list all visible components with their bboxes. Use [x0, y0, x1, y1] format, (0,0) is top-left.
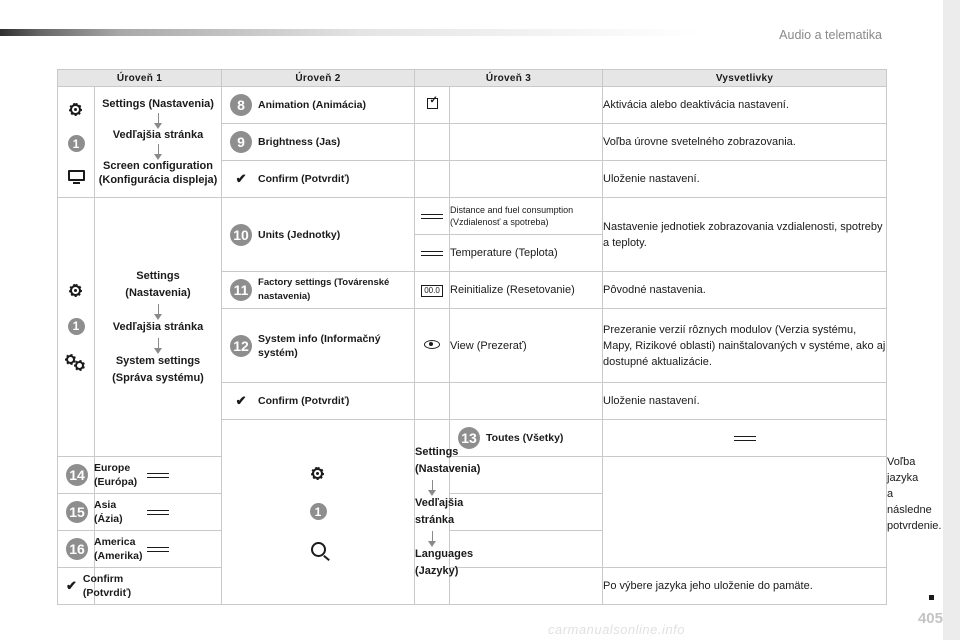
nav-step: Vedľajšia stránka: [415, 497, 464, 526]
item-number-badge: 15: [66, 501, 88, 523]
eye-icon: [424, 340, 440, 349]
nav-step: (Nastavenia): [415, 463, 481, 475]
level2-label: America (Amerika): [94, 536, 143, 562]
down-arrow-icon: [158, 304, 159, 316]
watermark: carmanualsonline.info: [548, 622, 685, 637]
down-arrow-icon: [158, 144, 159, 156]
table-row: [58, 198, 887, 235]
col-header-description: Vysvetlivky: [603, 70, 887, 87]
item-number-badge: 11: [230, 279, 252, 301]
level2-label: Confirm (Potvrdiť): [258, 395, 350, 407]
level2-cell: [222, 198, 415, 272]
option-bar-icon: [147, 510, 169, 515]
item-number-badge: 10: [230, 224, 252, 246]
level1-navigation: [95, 87, 222, 198]
level2-cell: [222, 161, 415, 198]
level3-icon-cell: [415, 198, 450, 235]
level2-label: Animation (Animácia): [258, 99, 366, 111]
table-header-row: [58, 70, 887, 87]
level2-label: Asia (Ázia): [94, 499, 123, 525]
description: Pôvodné nastavenia.: [603, 272, 887, 309]
level3-icon-cell: [415, 124, 450, 161]
level3-icon-cell: [603, 420, 887, 457]
level3-label: View (Prezerať): [450, 309, 603, 383]
nav-step: Vedľajšia stránka: [112, 129, 204, 141]
nav-step: Settings: [136, 269, 180, 282]
level2-cell: [222, 383, 415, 420]
level3-icon-cell: [415, 235, 450, 272]
level3-icon-cell: [415, 309, 450, 383]
page-number: 405: [917, 610, 943, 627]
col-header-level3: Úroveň 3: [415, 70, 603, 87]
option-bar-icon: [147, 547, 169, 552]
description: Aktivácia alebo deaktivácia nastavení.: [603, 87, 887, 124]
page-edge-strip: [943, 0, 960, 640]
description: Voľba úrovne svetelného zobrazovania.: [603, 124, 887, 161]
down-arrow-icon: [158, 113, 159, 125]
nav-step: Settings (Nastavenia): [102, 98, 214, 110]
settings-table: [57, 69, 942, 605]
level2-cell: [58, 568, 132, 605]
level2-label: Confirm (Potvrdiť): [82, 573, 132, 599]
item-number-badge: 8: [230, 94, 252, 116]
down-arrow-icon: [432, 531, 433, 543]
system-settings-gears-icon: [66, 355, 86, 371]
nav-step: System settings: [115, 354, 201, 367]
level2-cell: [222, 272, 415, 309]
description: Uloženie nastavení.: [603, 161, 887, 198]
level2-cell: [58, 457, 138, 494]
settings-gear-icon: [69, 103, 83, 117]
col-header-level1: Úroveň 1: [58, 70, 222, 87]
nav-step: (Správa systému): [112, 371, 204, 384]
level3-label: Reinitialize (Resetovanie): [450, 272, 603, 309]
option-bar-icon: [421, 251, 443, 256]
nav-step: Vedľajšia stránka: [112, 320, 204, 333]
description: Po výbere jazyka jeho uloženie do pamäte.: [603, 568, 887, 605]
option-bar-icon: [734, 436, 756, 441]
item-number-badge: 13: [458, 427, 480, 449]
level2-cell: [222, 124, 415, 161]
reset-counter-icon: 00.0: [421, 285, 443, 297]
level1-icons: [58, 87, 95, 198]
level3-text-cell: [450, 568, 603, 605]
nav-step: Settings: [415, 446, 459, 458]
nav-step: (Jazyky): [415, 565, 459, 577]
level2-cell: [58, 531, 143, 568]
level2-cell: [450, 420, 603, 457]
table-row: [58, 494, 887, 531]
level2-label: Brightness (Jas): [258, 136, 341, 148]
table-row: [58, 568, 887, 605]
nav-step: Screen configuration: [102, 160, 214, 172]
step-badge: 1: [68, 318, 85, 335]
step-badge: 1: [310, 503, 327, 520]
level3-text-cell: [450, 161, 603, 198]
down-arrow-icon: [432, 480, 433, 492]
level3-text-cell: [450, 124, 603, 161]
nav-step: Languages: [415, 548, 474, 560]
level3-text-cell: [450, 383, 603, 420]
level1-navigation: [95, 198, 222, 457]
language-search-icon: [311, 542, 326, 557]
checkmark-icon: ✔: [235, 393, 247, 408]
item-number-badge: 14: [66, 464, 88, 486]
level3-text-cell: [450, 494, 603, 531]
page-marker: [929, 595, 934, 600]
level2-label: Confirm (Potvrdiť): [258, 173, 350, 185]
level3-icon-cell: [415, 87, 450, 124]
level2-label: Units (Jednotky): [258, 228, 341, 241]
level2-cell: [222, 309, 415, 383]
checkmark-icon: ✔: [235, 171, 247, 186]
level2-label: System info (Informačný systém): [258, 332, 381, 359]
level3-label: Distance and fuel consumption (Vzdialenosť a spotreba): [450, 198, 603, 235]
option-bar-icon: [421, 214, 443, 219]
level3-icon-cell: [415, 272, 450, 309]
nav-step: (Nastavenia): [125, 286, 191, 299]
option-bar-icon: [147, 473, 169, 478]
level2-label: Toutes (Všetky): [486, 432, 564, 444]
section-title: Audio a telematika: [779, 28, 882, 42]
description: Nastavenie jednotiek zobrazovania vzdialenosti, spotreby a teploty.: [603, 198, 887, 272]
down-arrow-icon: [158, 338, 159, 350]
description: Prezeranie verzií rôznych modulov (Verzia systému, Mapy, Rizikové oblasti) nainštalovaných v systéme, ako aj dostupné aktualizácie.: [603, 309, 887, 383]
table-row: [58, 87, 887, 124]
level3-icon-cell: [415, 161, 450, 198]
toggle-icon: [427, 98, 438, 109]
col-header-level2: Úroveň 2: [222, 70, 415, 87]
item-number-badge: 9: [230, 131, 252, 153]
description: Uloženie nastavení.: [603, 383, 887, 420]
table-row: 1 Settings (Nastavenia) Vedľajšia stránka Languages (Jazyky) 13 Toutes (Všetky) Voľba jazyka a následne potvrdenie.: [58, 420, 887, 457]
nav-step: (Konfigurácia displeja): [98, 174, 218, 186]
level2-cell: [222, 87, 415, 124]
screen-icon: [68, 170, 85, 181]
level2-label: Factory settings (Továrenské nastavenia): [258, 277, 390, 302]
level3-text-cell: [450, 87, 603, 124]
checkmark-icon: ✔: [66, 578, 77, 593]
settings-gear-icon: [311, 467, 325, 481]
item-number-badge: 16: [66, 538, 88, 560]
level1-icons: [58, 198, 95, 457]
level2-cell: [58, 494, 123, 531]
item-number-badge: 12: [230, 335, 252, 357]
level3-label: Temperature (Teplota): [450, 235, 603, 272]
level1-icons: [222, 420, 415, 605]
level3-icon-cell: [415, 383, 450, 420]
step-badge: 1: [68, 135, 85, 152]
level2-label: Europe (Európa): [94, 462, 138, 488]
settings-gear-icon: [69, 284, 83, 298]
